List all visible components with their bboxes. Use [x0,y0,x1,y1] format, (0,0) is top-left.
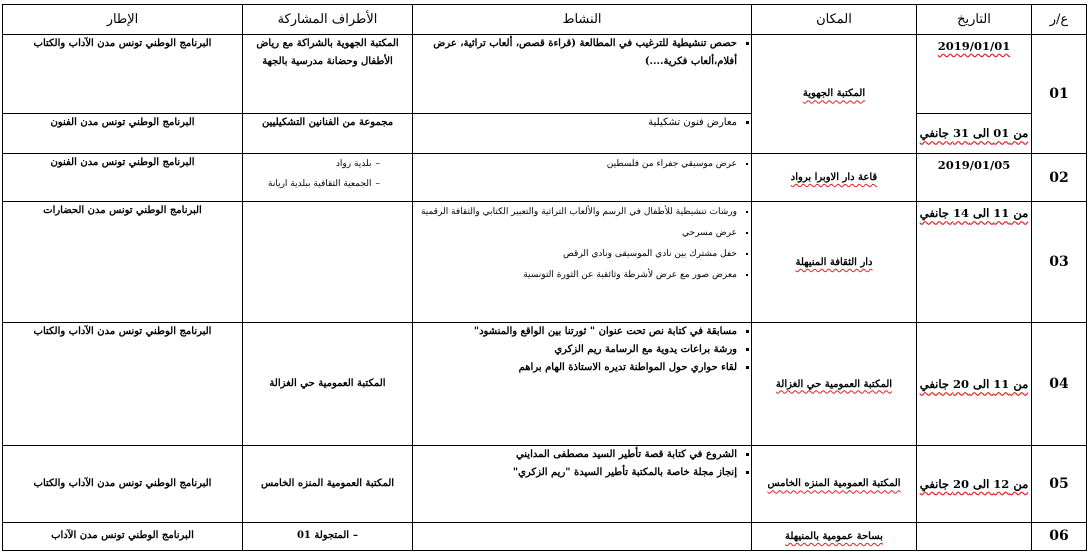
row-place: دار الثقافة المنيهلة [752,202,917,323]
header-activity: النشاط [413,5,752,35]
header-framework: الإطار [3,5,243,35]
list-item: ▪ عرض مسرحي [413,223,737,244]
row-activity [413,323,752,446]
list-item: ▪ الشروع في كتابة قصة تأطير السيد مصطفى المدايني [413,446,737,464]
row-date: 2019/01/05 [917,153,1032,201]
table-row [3,202,1087,323]
table-row [3,113,1087,153]
row-framework: البرنامج الوطني تونس مدن الآداب والكتاب [3,323,243,446]
row-place: بساحة عمومية بالمنيهلة [752,522,917,550]
row-activity [413,446,752,523]
row-activity [413,35,752,114]
list-item: ▪ حصص تنشيطية للترغيب في المطالعة (قراءة قصص، ألعاب تراثية، عرض أفلام،ألعاب فكرية....) [413,35,737,71]
table-row [3,323,1087,446]
row-partners [243,202,413,323]
list-item: ▪ مسابقة في كتابة نص تحت عنوان " ثورتنا بين الواقع والمنشود" [413,323,737,341]
row-place: قاعة دار الاوبرا برواد [752,153,917,201]
list-item: ▪ معارض فنون تشكيلية [413,114,737,132]
row-partners: مجموعة من الفنانين التشكيليين [243,113,413,153]
list-item: ▪ عرض موسيقي جفراء من فلسطين [413,154,737,175]
row-date: من 01 الى 31 جانفي [917,113,1032,153]
events-table [2,4,1087,551]
header-date: التاريخ [917,5,1032,35]
row-number: 05 [1032,446,1087,523]
row-date: من 11 الى 20 جانفي [917,323,1032,446]
row-partners [243,153,413,201]
row-framework: البرنامج الوطني تونس مدن الآداب [3,522,243,550]
row-framework: البرنامج الوطني تونس مدن الفنون [3,113,243,153]
header-place: المكان [752,5,917,35]
table-row [3,35,1087,114]
list-item: ▪ ورشة براعات يدوية مع الرسامة ريم الزكري [413,341,737,359]
list-item: ▪ لقاء حواري حول المواطنة تديره الاستاذة الهام براهم [413,359,737,377]
row-number: 06 [1032,522,1087,550]
row-partners: –المتجولة 01 [243,522,413,550]
header-row [3,5,1087,35]
header-partners: الأطراف المشاركة [243,5,413,35]
table-row [3,446,1087,523]
partner-item: –الجمعية الثقافية ببلدية اريانة [268,178,380,189]
row-date: من 11 الى 14 جانفي [917,202,1032,323]
row-partners: المكتبة الجهوية بالشراكة مع رياض الأطفال وحضانة مدرسية بالجهة [243,35,413,114]
row-place: المكتبة العمومية المنزه الخامس [752,446,917,523]
row-number: 03 [1032,202,1087,323]
row-activity [413,153,752,201]
list-item: ▪ إنجاز مجلة خاصة بالمكتبة تأطير السيدة "ريم الزكري" [413,464,737,482]
row-place: المكتبة الجهوية [752,35,917,154]
row-framework: البرنامج الوطني تونس مدن الآداب والكتاب [3,446,243,523]
partner-item: –بلدية رواد [335,158,380,169]
header-num: ع/ر [1032,5,1087,35]
row-place: المكتبة العمومية حي الغزالة [752,323,917,446]
row-partners: المكتبة العمومية حي الغزالة [243,323,413,446]
row-activity [413,113,752,153]
list-item: ▪ معرض صور مع عرض لأشرطة وثائقية عن الثورة التونسية [413,265,737,286]
row-date: من 12 الى 20 جانفي [917,446,1032,523]
row-framework: البرنامج الوطني تونس مدن الحضارات [3,202,243,323]
row-number: 04 [1032,323,1087,446]
row-date: 2019/01/01 [917,35,1032,114]
row-date [917,522,1032,550]
row-framework: البرنامج الوطني تونس مدن الفنون [3,153,243,201]
table-row [3,153,1087,201]
row-partners: المكتبة العمومية المنزه الخامس [243,446,413,523]
table-row [3,522,1087,550]
row-number: 01 [1032,35,1087,154]
row-framework: البرنامج الوطني تونس مدن الآداب والكتاب [3,35,243,114]
list-item: ▪ ورشات تنشيطية للأطفال في الرسم والألعاب التراثية والتعبير الكتابي والثقافة الرقمية [413,202,737,223]
row-activity [413,522,752,550]
row-number: 02 [1032,153,1087,201]
list-item: ▪ حفل مشترك بين نادي الموسيقى ونادي الرقص [413,244,737,265]
row-activity [413,202,752,323]
